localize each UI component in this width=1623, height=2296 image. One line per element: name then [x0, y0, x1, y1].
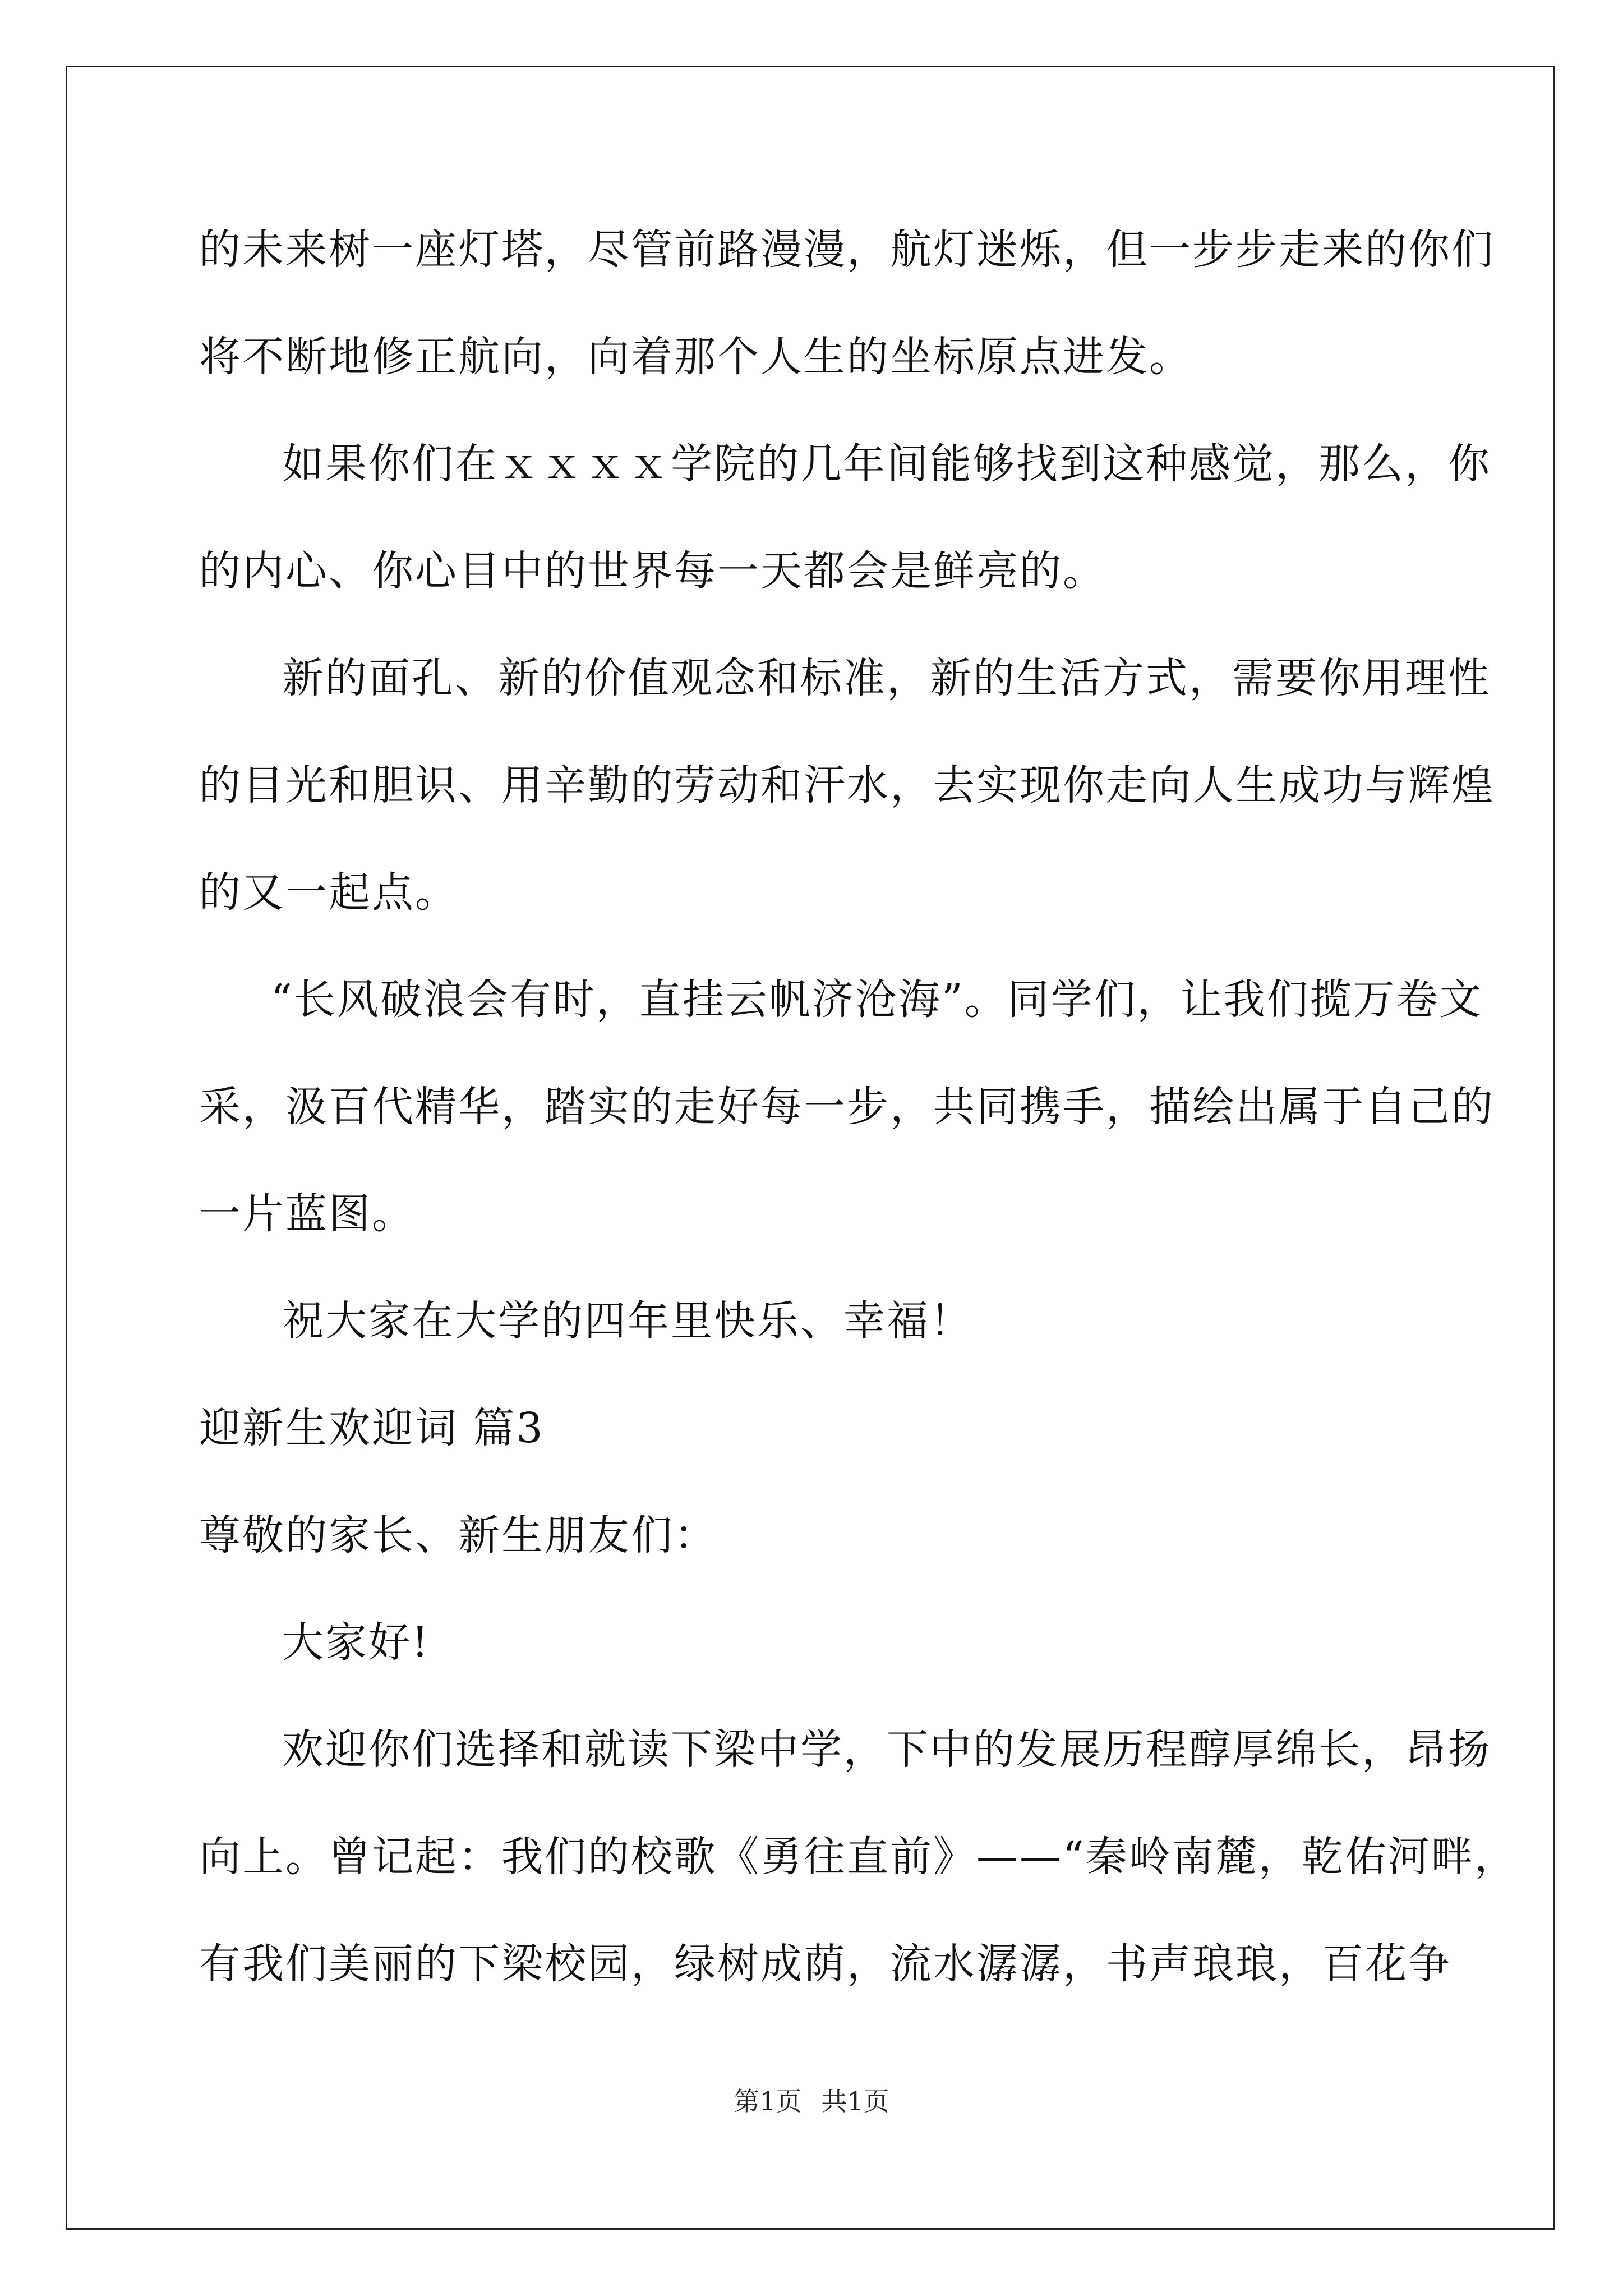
body-line: 的目光和胆识、用辛勤的劳动和汗水，去实现你走向人生成功与辉煌 — [199, 761, 1495, 809]
body-line: 一片蓝图。 — [199, 1190, 415, 1238]
body-line: 有我们美丽的下梁校园，绿树成荫，流水潺潺，书声琅琅，百花争 — [199, 1940, 1451, 1988]
document-body — [199, 213, 1518, 2035]
body-line: 采，汲百代精华，踏实的走好每一步，共同携手，描绘出属于自己的 — [199, 1083, 1495, 1131]
page-total: 共1页 — [821, 2086, 889, 2116]
page-footer — [0, 2081, 1623, 2118]
salutation: 尊敬的家长、新生朋友们： — [199, 1511, 717, 1559]
greeting: 大家好! — [282, 1618, 430, 1667]
paragraph-start: 如果你们在ｘｘｘｘ学院的几年间能够找到这种感觉，那么，你 — [282, 440, 1491, 488]
paragraph-start: 欢迎你们选择和就读下梁中学，下中的发展历程醇厚绵长，昂扬 — [282, 1726, 1491, 1774]
paragraph-start: “长风破浪会有时，直挂云帆济沧海”。同学们，让我们揽万卷文 — [271, 976, 1483, 1024]
section-heading: 迎新生欢迎词 篇3 — [199, 1404, 545, 1452]
body-line: 向上。曾记起：我们的校歌《勇往直前》——“秦岭南麓，乾佑河畔， — [199, 1833, 1518, 1881]
page-number: 第1页 — [734, 2086, 802, 2116]
body-line: 将不断地修正航向，向着那个人生的坐标原点进发。 — [199, 333, 1192, 381]
paragraph-start: 祝大家在大学的四年里快乐、幸福！ — [282, 1297, 973, 1345]
body-line: 的内心、你心目中的世界每一天都会是鲜亮的。 — [199, 547, 1106, 595]
body-line: 的又一起点。 — [199, 868, 458, 917]
body-line: 的未来树一座灯塔，尽管前路漫漫，航灯迷烁，但一步步走来的你们 — [199, 226, 1495, 274]
paragraph-start: 新的面孔、新的价值观念和标准，新的生活方式，需要你用理性 — [282, 654, 1491, 702]
